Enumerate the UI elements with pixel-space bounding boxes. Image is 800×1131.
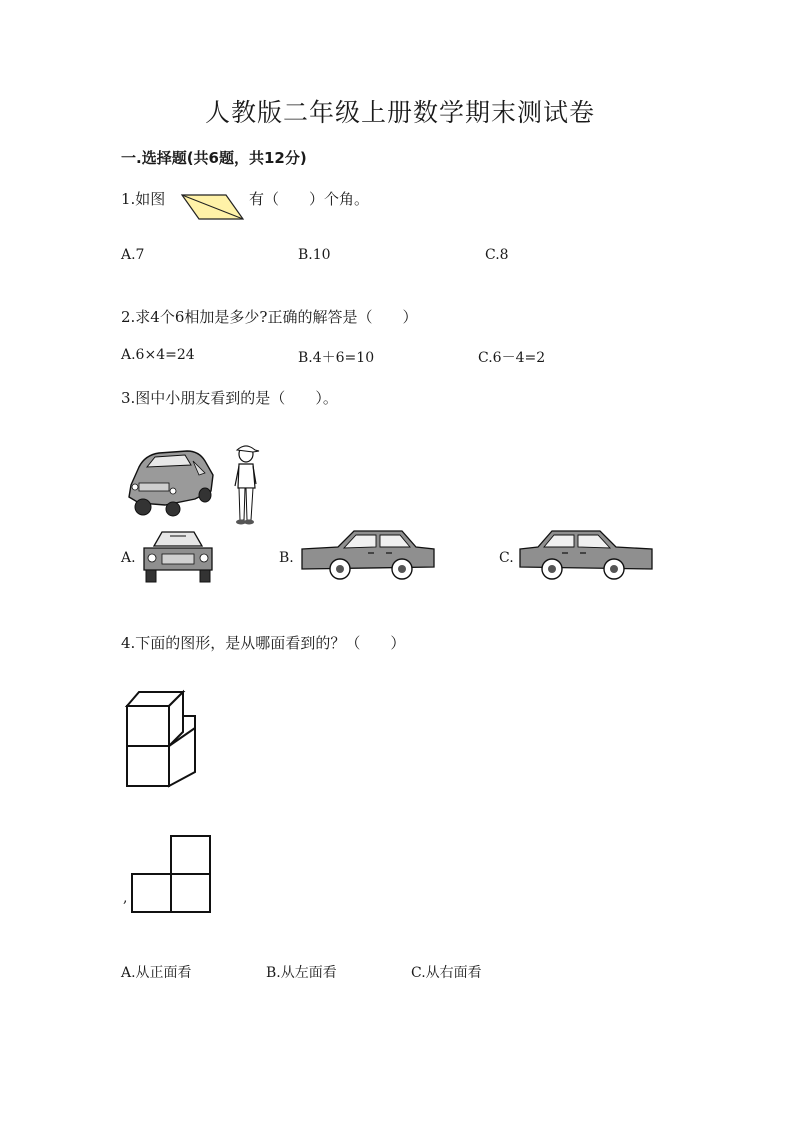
question-2-stem: 2.求4个6相加是多少?正确的解答是（ ）	[121, 308, 418, 326]
section-heading: 一.选择题(共6题，共12分)	[121, 149, 307, 167]
question-1-option-c[interactable]: C.8	[485, 247, 509, 263]
parallelogram-figure	[180, 193, 246, 223]
question-4-option-a[interactable]: A.从正面看	[121, 965, 192, 981]
cube-stack-figure	[125, 688, 205, 788]
question-1-stem-before: 1.如图	[121, 190, 166, 208]
car-side-view-right	[516, 527, 656, 583]
question-1-stem-after: 有（ ）个角。	[249, 190, 370, 208]
car-front-view	[140, 528, 216, 588]
question-2-option-c[interactable]: C.6－4=2	[478, 350, 546, 366]
question-4-option-c[interactable]: C.从右面看	[411, 965, 482, 981]
child-figure	[231, 442, 261, 527]
view-figure	[130, 835, 214, 917]
car-side-view-left	[298, 527, 438, 583]
question-3-option-c[interactable]: C.	[499, 550, 514, 566]
question-4-stem: 4.下面的图形，是从哪面看到的？（ ）	[121, 634, 406, 652]
scene-car-image	[125, 445, 217, 520]
question-2-option-a[interactable]: A.6×4=24	[121, 347, 195, 363]
page-title: 人教版二年级上册数学期末测试卷	[204, 98, 595, 127]
question-3-option-b[interactable]: B.	[279, 550, 294, 566]
question-3-stem: 3.图中小朋友看到的是（ ）。	[121, 389, 338, 407]
question-3-option-a[interactable]: A.	[121, 550, 136, 566]
question-1-option-b[interactable]: B.10	[298, 247, 331, 263]
question-1-option-a[interactable]: A.7	[121, 247, 145, 263]
view-mark: ,	[123, 890, 128, 906]
question-2-option-b[interactable]: B.4＋6=10	[298, 350, 375, 366]
question-4-option-b[interactable]: B.从左面看	[266, 965, 337, 981]
